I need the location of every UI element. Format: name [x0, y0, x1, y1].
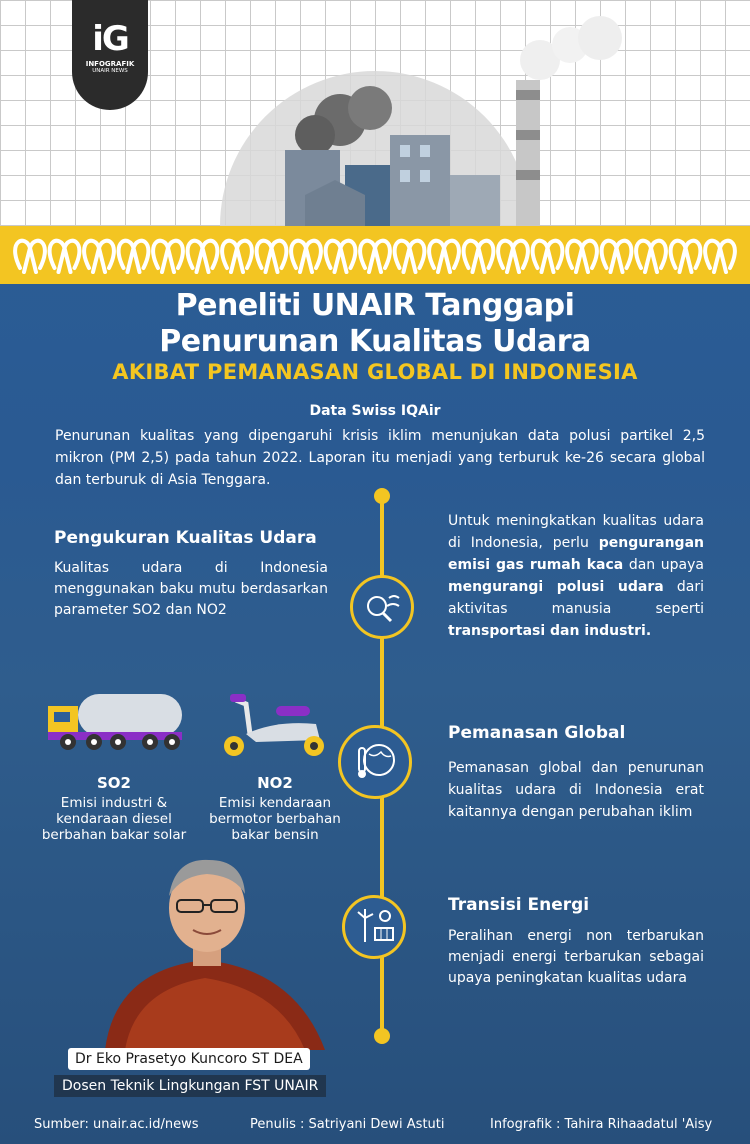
ribbon-loop — [15, 241, 45, 272]
footer-writer: Penulis : Satriyani Dewi Astuti — [250, 1117, 445, 1132]
ribbon-loop — [671, 241, 701, 272]
energy-heading: Transisi Energi — [448, 895, 590, 915]
improve-bold-1: pengurangan emisi gas rumah kaca — [448, 535, 704, 573]
intro-paragraph: Penurunan kualitas yang dipengaruhi krisis iklim menunjukan data polusi partikel 2,5 mikron (PM 2,5) pada tahun 2022. Laporan itu menjadi yang terburuk ke-26 secara global dan terburuk di Asia Tenggara. — [55, 428, 705, 488]
ribbon-loop — [567, 241, 597, 272]
infografik-logo — [72, 0, 148, 110]
so2-text: Emisi industri & kendaraan diesel berbahan bakar solar — [41, 795, 187, 843]
ribbon-loop — [498, 241, 528, 272]
title-line-1: Peneliti UNAIR Tanggapi — [175, 288, 575, 323]
global-warming-text: Pemanasan global dan penurunan kualitas udara di Indonesia erat kaitannya dengan perubahan iklim — [448, 760, 704, 820]
measurement-text: Kualitas udara di Indonesia menggunakan baku mutu berdasarkan parameter SO2 dan NO2 — [54, 560, 328, 618]
ribbon-loop — [84, 241, 114, 272]
logo-line-2: UNAIR NEWS — [92, 68, 128, 74]
expert-name: Dr Eko Prasetyo Kuncoro ST DEA — [68, 1048, 310, 1070]
ribbon-loop — [533, 241, 563, 272]
truck-icon — [46, 690, 186, 752]
improve-bold-2: mengurangi polusi udara — [448, 579, 664, 595]
title-line-2: Penurunan Kualitas Udara — [159, 324, 591, 359]
ribbon-pattern — [0, 226, 750, 284]
air-quality-icon — [350, 575, 414, 639]
timeline-dot-top — [374, 488, 390, 504]
ribbon-loop — [222, 241, 252, 272]
ribbon-loop — [188, 241, 218, 272]
logo-mark: iG — [92, 19, 128, 59]
no2-label: NO2 — [257, 774, 293, 792]
no2-block — [200, 775, 350, 843]
ribbon-loop — [153, 241, 183, 272]
ribbon-loop — [326, 241, 356, 272]
ribbon-loop — [636, 241, 666, 272]
logo-line-1: INFOGRAFIK — [85, 60, 135, 68]
ribbon-loop — [257, 241, 287, 272]
header-illustration — [0, 0, 750, 226]
improve-text-2: dan upaya — [623, 557, 704, 573]
measurement-heading: Pengukuran Kualitas Udara — [54, 528, 317, 548]
ribbon-loop — [464, 241, 494, 272]
expert-photo — [95, 850, 335, 1050]
footer-graphic: Infografik : Tahira Rihaadatul 'Aisy — [490, 1117, 713, 1132]
improve-text — [448, 510, 704, 642]
improve-bold-3: transportasi dan industri. — [448, 623, 652, 639]
ribbon-loop — [291, 241, 321, 272]
ribbon-loop — [50, 241, 80, 272]
ribbon-loop — [119, 241, 149, 272]
energy-text: Peralihan energi non terbarukan menjadi energi terbarukan sebagai upaya peningkatan kualitas udara — [448, 928, 704, 986]
data-heading: Data Swiss IQAir — [309, 403, 441, 419]
ribbon-loop — [429, 241, 459, 272]
footer-source: Sumber: unair.ac.id/news — [34, 1117, 199, 1132]
so2-block — [34, 775, 194, 843]
ribbon-band — [0, 226, 750, 284]
global-warming-heading: Pemanasan Global — [448, 723, 626, 743]
timeline-dot-bottom — [374, 1028, 390, 1044]
footer — [0, 1108, 750, 1144]
so2-label: SO2 — [97, 774, 131, 792]
improve-text-3: dari aktivitas manusia seperti — [448, 579, 705, 617]
ribbon-loop — [602, 241, 632, 272]
expert-role: Dosen Teknik Lingkungan FST UNAIR — [54, 1075, 326, 1097]
ribbon-loop — [705, 241, 735, 272]
page-title — [0, 288, 750, 360]
improve-text-1: Untuk meningkatkan kualitas udara di Indonesia, perlu — [448, 513, 704, 551]
ribbon-loop — [360, 241, 390, 272]
scooter-icon — [216, 690, 332, 760]
ribbon-loop — [395, 241, 425, 272]
no2-text: Emisi kendaraan bermotor berbahan bakar bensin — [209, 795, 341, 843]
renewable-energy-icon — [342, 895, 406, 959]
page-subtitle: AKIBAT PEMANASAN GLOBAL DI INDONESIA — [112, 360, 638, 384]
